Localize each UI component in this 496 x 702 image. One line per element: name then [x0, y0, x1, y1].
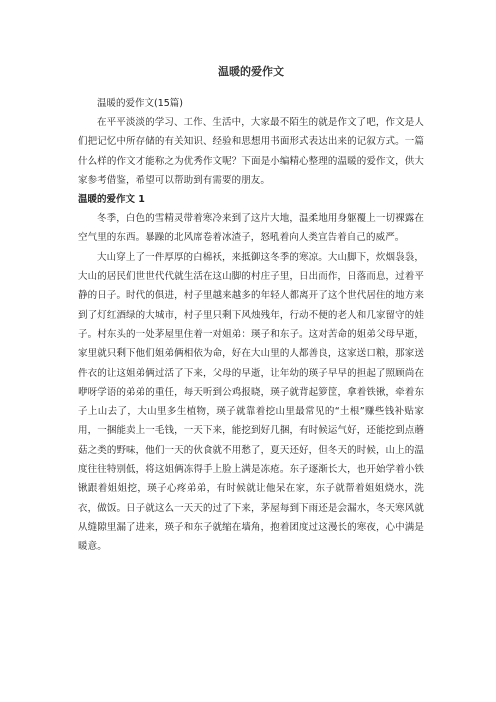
document-page	[78, 0, 424, 557]
body-paragraph-2: 大山穿上了一件厚厚的白棉袄，来抵御这冬季的寒凉。大山脚下，炊烟袅袅，大山的居民们世世代代就生活在这山脚的村庄子里，日出而作，日落而息，过着平静的日子。时代的俱进，村子里越来越多的年轻人都离开了这个世代居住的地方来到了灯红酒绿的大城市，村子里只剩下风烛残年，行动不便的老人和几家留守的娃子。村东头的一处茅屋里住着一对姐弟：瑛子和东子。这对苦命的姐弟父母早逝，家里就只剩下他们姐弟俩相依为命，好在大山里的人都善良，这家送口粮，那家送件衣的让这姐弟俩过活了下来，父母的早逝，让年幼的瑛子早早的担起了照顾尚在咿呀学语的弟弟的重任，每天听到公鸡报晓，瑛子就背起箩筐，拿着铁锹，牵着东子上山去了，大山里多生植物，瑛子就靠着挖山里最常见的“土根”赚些钱补贴家用，一捆能卖上一毛钱，一天下来，能挖到好几捆，有时候运气好，还能挖到点蘑菇之类的野味，他们一天的伙食就不用愁了，夏天还好，但冬天的时候，山上的温度往往特别低，将这姐俩冻得手上脸上满是冻疮。东子逐渐长大，也开始学着小铁锹跟着姐姐挖，瑛子心疼弟弟，有时候就让他呆在家，东子就帮着姐姐烧水，洗衣，做饭。日子就这么一天天的过了下来，茅屋每到下雨还是会漏水，冬天寒风就从缝隙里漏了进来，瑛子和东子就缩在墙角，抱着团度过这漫长的寒夜，心中满是暖意。	[78, 251, 424, 553]
body-paragraph-1: 冬季，白色的雪精灵带着寒冷来到了这片大地，温柔地用身躯覆上一切裸露在空气里的东西。暴躁的北风席卷着冰渣子，怒吼着向人类宣告着自己的威严。	[78, 213, 424, 244]
section-heading: 温暖的爱作文 1	[78, 194, 145, 206]
intro-paragraph: 在平平淡淡的学习、工作、生活中，大家最不陌生的就是作文了吧，作文是人们把记忆中所存储的有关知识、经验和思想用书面形式表达出来的记叙方式。一篇什么样的作文才能称之为优秀作文呢？下面是小编精心整理的温暖的爱作文，供大家参考借鉴，希望可以帮助到有需要的朋友。	[78, 117, 424, 186]
document-title: 温暖的爱作文	[218, 65, 284, 78]
document-subtitle: 温暖的爱作文(15篇)	[97, 98, 184, 109]
